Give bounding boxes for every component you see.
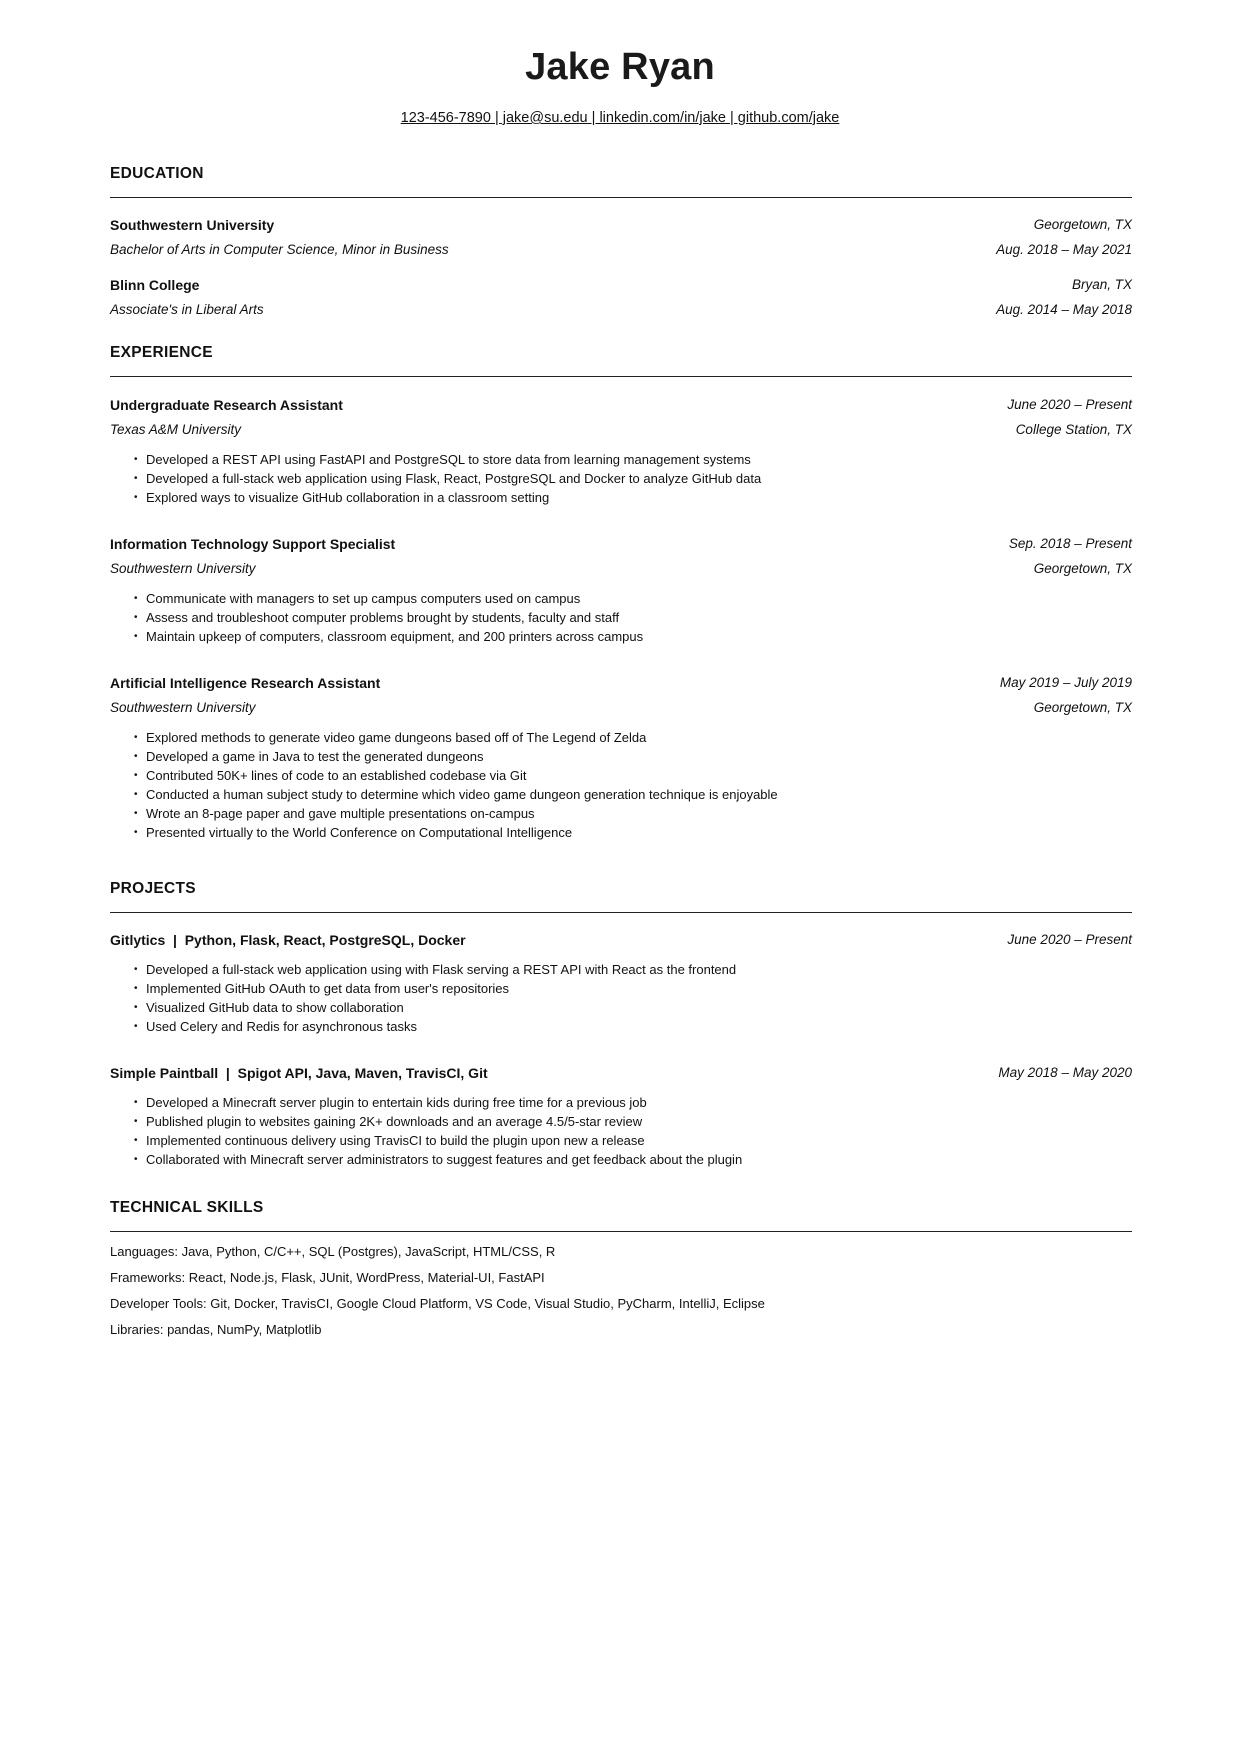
section-title-skills: TECHNICAL SKILLS: [110, 1199, 264, 1216]
job-location: College Station, TX: [1015, 422, 1132, 437]
section-divider: [110, 912, 1132, 913]
job-organization: Southwestern University: [110, 561, 256, 576]
education-row: [110, 302, 1132, 317]
job-bullets: [134, 728, 778, 842]
job-dates: Sep. 2018 – Present: [1008, 536, 1132, 551]
education-row: [110, 242, 1132, 257]
list-item: • Wrote an 8-page paper and gave multiple presentations on-campus: [134, 804, 778, 823]
education-dates: Aug. 2014 – May 2018: [996, 302, 1132, 317]
job-title: Undergraduate Research Assistant: [110, 397, 343, 413]
list-item: • Collaborated with Minecraft server administrators to suggest features and get feedback about the plugin: [134, 1150, 742, 1169]
section-title-education: EDUCATION: [110, 165, 204, 182]
project-header: [110, 1065, 1132, 1081]
project-header: [110, 932, 1132, 948]
list-item: • Developed a game in Java to test the generated dungeons: [134, 747, 778, 766]
job-dates: June 2020 – Present: [1007, 397, 1132, 412]
contact-line[interactable]: [0, 110, 1240, 126]
list-item: • Contributed 50K+ lines of code to an established codebase via Git: [134, 766, 778, 785]
skill-line-languages: Languages: Java, Python, C/C++, SQL (Postgres), JavaScript, HTML/CSS, R: [110, 1244, 556, 1259]
section-divider: [110, 376, 1132, 377]
list-item: • Developed a Minecraft server plugin to entertain kids during free time for a previous job: [134, 1093, 742, 1112]
job-header: [110, 675, 1132, 691]
skill-line-libraries: Libraries: pandas, NumPy, Matplotlib: [110, 1322, 322, 1337]
degree: Bachelor of Arts in Computer Science, Minor in Business: [110, 242, 449, 257]
projects-section: [110, 880, 1132, 1180]
project-title: Simple Paintball | Spigot API, Java, Maven, TravisCI, Git: [110, 1065, 488, 1081]
skill-line-frameworks: Frameworks: React, Node.js, Flask, JUnit, WordPress, Material-UI, FastAPI: [110, 1270, 545, 1285]
section-divider: [110, 1231, 1132, 1232]
list-item: • Developed a full-stack web application using with Flask serving a REST API with React as the frontend: [134, 960, 736, 979]
list-item: • Published plugin to websites gaining 2K+ downloads and an average 4.5/5-star review: [134, 1112, 742, 1131]
job-organization: Texas A&M University: [110, 422, 242, 437]
skills-section: [110, 1199, 1132, 1359]
candidate-name: Jake Ryan: [525, 46, 715, 88]
list-item: • Implemented continuous delivery using TravisCI to build the plugin upon new a release: [134, 1131, 742, 1150]
education-dates: Aug. 2018 – May 2021: [996, 242, 1132, 257]
school-name: Southwestern University: [110, 217, 275, 233]
section-divider: [110, 197, 1132, 198]
degree: Associate's in Liberal Arts: [110, 302, 264, 317]
job-bullets: [134, 589, 643, 646]
list-item: • Developed a REST API using FastAPI and PostgreSQL to store data from learning management systems: [134, 450, 761, 469]
job-subheader: [110, 700, 1132, 715]
school-name: Blinn College: [110, 277, 200, 293]
list-item: • Conducted a human subject study to determine which video game dungeon generation technique is enjoyable: [134, 785, 778, 804]
list-item: • Assess and troubleshoot computer problems brought by students, faculty and staff: [134, 608, 643, 627]
skill-line-developer-tools: Developer Tools: Git, Docker, TravisCI, Google Cloud Platform, VS Code, Visual Studio, PyCharm, IntelliJ, Eclipse: [110, 1296, 765, 1311]
education-row: [110, 217, 1132, 233]
job-location: Georgetown, TX: [1033, 561, 1132, 576]
school-location: Bryan, TX: [1071, 277, 1132, 292]
job-organization: Southwestern University: [110, 700, 256, 715]
project-bullets: [134, 960, 736, 1036]
list-item: • Presented virtually to the World Conference on Computational Intelligence: [134, 823, 778, 842]
experience-section: [110, 344, 1132, 844]
job-location: Georgetown, TX: [1033, 700, 1132, 715]
list-item: • Communicate with managers to set up campus computers used on campus: [134, 589, 643, 608]
job-title: Information Technology Support Specialist: [110, 536, 396, 552]
education-section: [110, 165, 1132, 325]
job-subheader: [110, 422, 1132, 437]
education-row: [110, 277, 1132, 293]
list-item: • Used Celery and Redis for asynchronous tasks: [134, 1017, 736, 1036]
list-item: • Maintain upkeep of computers, classroom equipment, and 200 printers across campus: [134, 627, 643, 646]
job-header: [110, 397, 1132, 413]
job-dates: May 2019 – July 2019: [999, 675, 1132, 690]
section-title-projects: PROJECTS: [110, 880, 196, 897]
project-dates: June 2020 – Present: [1007, 932, 1132, 947]
list-item: • Explored methods to generate video game dungeons based off of The Legend of Zelda: [134, 728, 778, 747]
project-dates: May 2018 – May 2020: [998, 1065, 1132, 1080]
list-item: • Implemented GitHub OAuth to get data from user's repositories: [134, 979, 736, 998]
job-title: Artificial Intelligence Research Assistant: [110, 675, 381, 691]
list-item: • Developed a full-stack web application using Flask, React, PostgreSQL and Docker to analyze GitHub data: [134, 469, 761, 488]
section-title-experience: EXPERIENCE: [110, 344, 213, 361]
job-bullets: [134, 450, 761, 507]
skills-list: [110, 1239, 765, 1343]
contact-links[interactable]: 123-456-7890 | jake@su.edu | linkedin.com/in/jake | github.com/jake: [400, 110, 840, 126]
list-item: • Visualized GitHub data to show collaboration: [134, 998, 736, 1017]
job-header: [110, 536, 1132, 552]
project-title: Gitlytics | Python, Flask, React, PostgreSQL, Docker: [110, 932, 466, 948]
school-location: Georgetown, TX: [1033, 217, 1132, 232]
project-bullets: [134, 1093, 742, 1169]
list-item: • Explored ways to visualize GitHub collaboration in a classroom setting: [134, 488, 761, 507]
job-subheader: [110, 561, 1132, 576]
